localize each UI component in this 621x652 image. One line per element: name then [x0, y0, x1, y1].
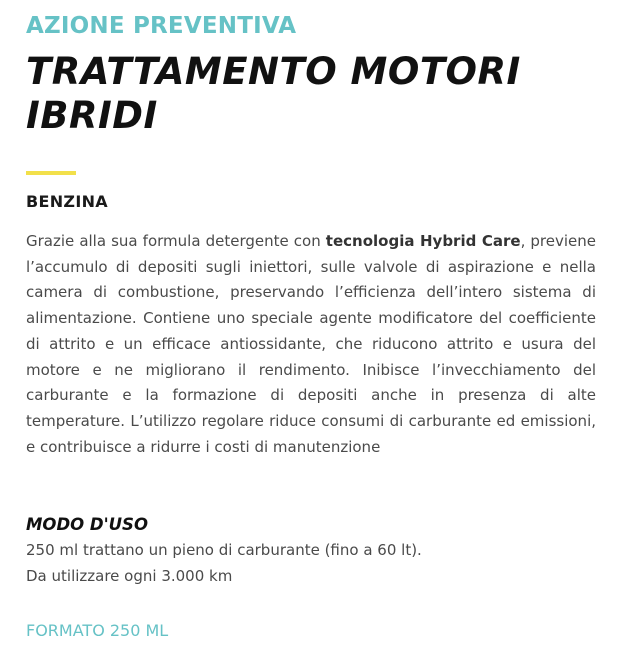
usage-line-dosage: 250 ml trattano un pieno di carburante (fino a 60 lt). — [26, 541, 422, 559]
format-label: FORMATO 250 ML — [26, 621, 169, 640]
description-highlight: tecnologia Hybrid Care — [325, 232, 521, 250]
accent-divider — [26, 171, 76, 175]
description-rest: , previene l’accumulo di depositi sugli iniettori, sulle valvole di aspirazione e nella camera di combustione, preservando l’efficienza dell’intero sistema di alimentazione. Contiene uno speciale agente modificatore del coefficiente di attrito e un efficace antiossidante, che riducono attrito e usura del motore e ne migliorano il rendimento. Inibisce l’invecchiamento del carburante e la formazione di depositi anche in presenza di alte temperature. L’utilizzo regolare riduce consumi di carburante ed emissioni, e contribuisce a ridurre i costi di manutenzione — [26, 232, 596, 456]
usage-heading: MODO D'USO — [26, 515, 148, 534]
description-intro: Grazie alla sua formula detergente con — [26, 232, 326, 250]
product-description — [26, 229, 596, 460]
product-title: TRATTAMENTO MOTORI IBRIDI — [26, 50, 521, 137]
eyebrow-label: AZIONE PREVENTIVA — [26, 13, 297, 39]
usage-line-frequency: Da utilizzare ogni 3.000 km — [26, 567, 233, 585]
fuel-type-heading: BENZINA — [26, 192, 108, 211]
